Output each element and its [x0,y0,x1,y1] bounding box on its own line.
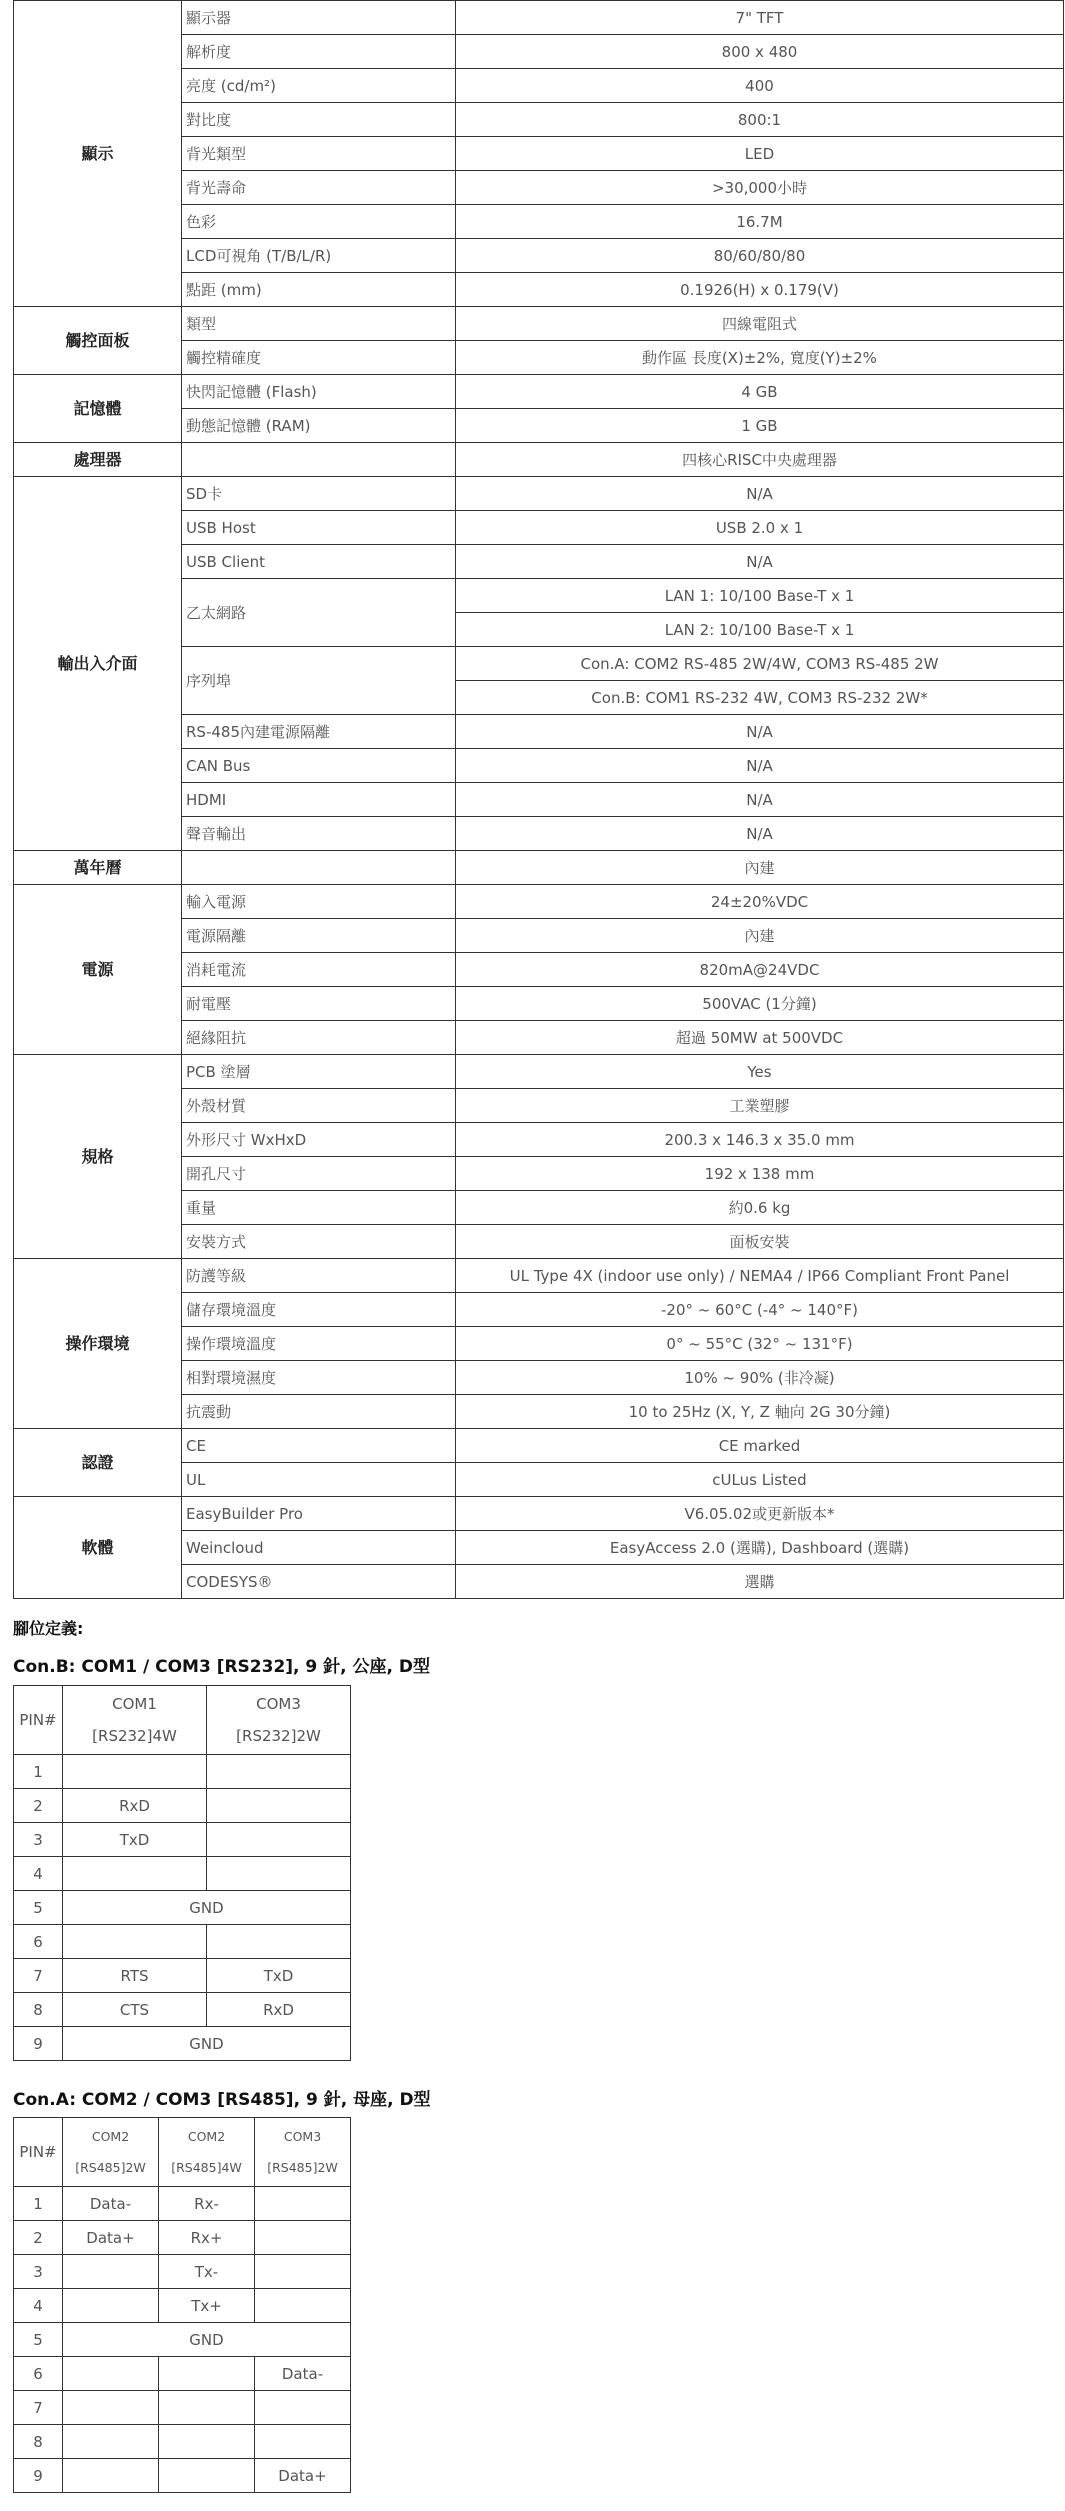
table-row [14,1959,351,1993]
spec-name: 點距 (mm) [182,273,456,307]
spec-value: 80/60/80/80 [456,239,1064,273]
spec-value: 24±20%VDC [456,885,1064,919]
spec-name: 消耗電流 [182,953,456,987]
spec-name: 重量 [182,1191,456,1225]
pin-cell [207,1823,351,1857]
column-header-com1 [63,1686,207,1755]
spec-name: 動態記憶體 (RAM) [182,409,456,443]
spec-value: LED [456,137,1064,171]
pin-header: PIN# [14,2118,63,2187]
spec-value: USB 2.0 x 1 [456,511,1064,545]
spec-name: 對比度 [182,103,456,137]
spec-value: 500VAC (1分鐘) [456,987,1064,1021]
pin-cell [255,2221,351,2255]
spec-value: N/A [456,749,1064,783]
spec-value: 內建 [456,919,1064,953]
pin-number: 8 [14,1993,63,2027]
pin-number: 3 [14,2255,63,2289]
con-a-pin-table [13,2117,351,2493]
spec-name: 快閃記憶體 (Flash) [182,375,456,409]
spec-name: RS-485內建電源隔離 [182,715,456,749]
table-row [14,1857,351,1891]
table-row [14,1823,351,1857]
table-row [14,1925,351,1959]
pin-cell [63,2357,159,2391]
spec-value: CE marked [456,1429,1064,1463]
category-display: 顯示 [14,1,182,307]
spec-name: 耐電壓 [182,987,456,1021]
spec-name: 背光類型 [182,137,456,171]
pin-cell [207,1789,351,1823]
table-header-row [14,1686,351,1755]
spec-value: 10 to 25Hz (X, Y, Z 軸向 2G 30分鐘) [456,1395,1064,1429]
pin-number: 4 [14,1857,63,1891]
spec-name: 儲存環境溫度 [182,1293,456,1327]
spec-value: 400 [456,69,1064,103]
category-spec: 規格 [14,1055,182,1259]
spec-name: 抗震動 [182,1395,456,1429]
pin-cell [255,2391,351,2425]
spec-name: HDMI [182,783,456,817]
spec-name: 序列埠 [182,647,456,715]
spec-name: USB Host [182,511,456,545]
pin-number: 3 [14,1823,63,1857]
spec-row [14,307,1064,341]
pin-cell: CTS [63,1993,207,2027]
spec-name: 顯示器 [182,1,456,35]
pin-cell [255,2255,351,2289]
spec-value: 16.7M [456,205,1064,239]
pin-cell: RxD [207,1993,351,2027]
pin-number: 9 [14,2459,63,2493]
category-software: 軟體 [14,1497,182,1599]
spec-name: SD卡 [182,477,456,511]
spec-value: 200.3 x 146.3 x 35.0 mm [456,1123,1064,1157]
pin-cell [207,1857,351,1891]
pin-cell [255,2187,351,2221]
category-cert: 認證 [14,1429,182,1497]
spec-row [14,443,1064,477]
spec-name: 防護等級 [182,1259,456,1293]
spec-value: N/A [456,477,1064,511]
pin-cell-gnd: GND [63,2323,351,2357]
pin-number: 5 [14,1891,63,1925]
pin-cell-gnd: GND [63,2027,351,2061]
spec-name: 外殼材質 [182,1089,456,1123]
pin-cell [255,2289,351,2323]
spec-value: 0.1926(H) x 0.179(V) [456,273,1064,307]
pin-cell: Rx+ [159,2221,255,2255]
spec-value: LAN 2: 10/100 Base-T x 1 [456,613,1064,647]
spec-row [14,1055,1064,1089]
con-b-title: Con.B: COM1 / COM3 [RS232], 9 針, 公座, D型 [13,1657,431,1677]
header-line: [RS232]4W [92,1727,177,1745]
spec-value: 0° ~ 55°C (32° ~ 131°F) [456,1327,1064,1361]
con-a-title: Con.A: COM2 / COM3 [RS485], 9 針, 母座, D型 [13,2090,431,2110]
spec-name-empty [182,851,456,885]
spec-value: 10% ~ 90% (非冷凝) [456,1361,1064,1395]
spec-name: LCD可視角 (T/B/L/R) [182,239,456,273]
header-line: COM3 [256,1695,301,1713]
table-row [14,2289,351,2323]
category-environment: 操作環境 [14,1259,182,1429]
spec-name: PCB 塗層 [182,1055,456,1089]
spec-name: USB Client [182,545,456,579]
spec-name: 背光壽命 [182,171,456,205]
pin-cell [207,1925,351,1959]
table-row [14,2425,351,2459]
spec-value: LAN 1: 10/100 Base-T x 1 [456,579,1064,613]
pin-number: 1 [14,1755,63,1789]
table-row [14,1755,351,1789]
pin-cell [255,2425,351,2459]
category-rtc: 萬年曆 [14,851,182,885]
spec-value: -20° ~ 60°C (-4° ~ 140°F) [456,1293,1064,1327]
spec-value: 4 GB [456,375,1064,409]
table-row [14,2357,351,2391]
pin-cell [159,2357,255,2391]
pin-number: 8 [14,2425,63,2459]
pin-cell [63,2459,159,2493]
spec-value: N/A [456,783,1064,817]
pin-cell: Rx- [159,2187,255,2221]
spec-name: 聲音輸出 [182,817,456,851]
table-row [14,1993,351,2027]
pin-cell: RTS [63,1959,207,1993]
spec-name: UL [182,1463,456,1497]
category-touch: 觸控面板 [14,307,182,375]
spec-name: 絕緣阻抗 [182,1021,456,1055]
spec-name: CODESYS® [182,1565,456,1599]
pin-number: 9 [14,2027,63,2061]
header-line: [RS485]4W [171,2160,242,2175]
spec-name: CE [182,1429,456,1463]
category-memory: 記憶體 [14,375,182,443]
spec-value: EasyAccess 2.0 (選購), Dashboard (選購) [456,1531,1064,1565]
header-line: COM2 [187,2129,226,2144]
spec-name: 相對環境濕度 [182,1361,456,1395]
spec-value: 約0.6 kg [456,1191,1064,1225]
column-header-com2-2w [63,2118,159,2187]
spec-value: 192 x 138 mm [456,1157,1064,1191]
spec-row [14,1497,1064,1531]
header-line: [RS485]2W [75,2160,146,2175]
spec-value: Yes [456,1055,1064,1089]
header-line: COM2 [91,2129,130,2144]
pin-definition-title: 腳位定義: [13,1619,84,1638]
spec-value: 超過 50MW at 500VDC [456,1021,1064,1055]
pin-number: 6 [14,1925,63,1959]
spec-value: 內建 [456,851,1064,885]
pin-number: 4 [14,2289,63,2323]
category-io: 輸出入介面 [14,477,182,851]
pin-cell [159,2425,255,2459]
table-row [14,2323,351,2357]
category-power: 電源 [14,885,182,1055]
spec-name: 解析度 [182,35,456,69]
pin-cell-gnd: GND [63,1891,351,1925]
spec-name: 外形尺寸 WxHxD [182,1123,456,1157]
pin-cell [63,2425,159,2459]
spec-name: 色彩 [182,205,456,239]
spec-name-empty [182,443,456,477]
table-header-row [14,2118,351,2187]
spec-row [14,1259,1064,1293]
pin-cell [159,2459,255,2493]
pin-cell [63,1755,207,1789]
header-line: [RS485]2W [267,2160,338,2175]
spec-name: 安裝方式 [182,1225,456,1259]
spec-row [14,375,1064,409]
header-line: COM3 [283,2129,322,2144]
table-row [14,2459,351,2493]
spec-value: Con.A: COM2 RS-485 2W/4W, COM3 RS-485 2W [456,647,1064,681]
spec-value: N/A [456,715,1064,749]
spec-value: 選購 [456,1565,1064,1599]
header-line: COM1 [112,1695,157,1713]
column-header-com3-2w [255,2118,351,2187]
spec-row [14,1429,1064,1463]
pin-number: 6 [14,2357,63,2391]
pin-cell: Tx+ [159,2289,255,2323]
pin-cell: TxD [207,1959,351,1993]
spec-value: 800 x 480 [456,35,1064,69]
spec-value: 800:1 [456,103,1064,137]
pin-number: 7 [14,2391,63,2425]
spec-value: UL Type 4X (indoor use only) / NEMA4 / IP66 Compliant Front Panel [456,1259,1064,1293]
spec-value: 四核心RISC中央處理器 [456,443,1064,477]
table-row [14,2255,351,2289]
pin-cell [159,2391,255,2425]
spec-name: 類型 [182,307,456,341]
pin-cell [63,2391,159,2425]
spec-value: N/A [456,545,1064,579]
pin-number: 2 [14,2221,63,2255]
pin-number: 7 [14,1959,63,1993]
table-row [14,1891,351,1925]
table-row [14,2027,351,2061]
spec-name: Weincloud [182,1531,456,1565]
pin-header: PIN# [14,1686,63,1755]
spec-row [14,851,1064,885]
spec-table [13,0,1064,1599]
spec-value: 7" TFT [456,1,1064,35]
spec-name: 亮度 (cd/m²) [182,69,456,103]
spec-row [14,477,1064,511]
pin-cell [63,1925,207,1959]
pin-number: 1 [14,2187,63,2221]
spec-value: >30,000小時 [456,171,1064,205]
pin-number: 5 [14,2323,63,2357]
pin-cell: TxD [63,1823,207,1857]
con-b-pin-table [13,1685,351,2061]
spec-value: 四線電阻式 [456,307,1064,341]
spec-value: 面板安裝 [456,1225,1064,1259]
spec-value: 820mA@24VDC [456,953,1064,987]
table-row [14,2187,351,2221]
spec-value: 工業塑膠 [456,1089,1064,1123]
header-line: [RS232]2W [236,1727,321,1745]
spec-value: Con.B: COM1 RS-232 4W, COM3 RS-232 2W* [456,681,1064,715]
pin-cell [63,2289,159,2323]
spec-name: EasyBuilder Pro [182,1497,456,1531]
category-processor: 處理器 [14,443,182,477]
spec-value: 1 GB [456,409,1064,443]
table-row [14,2391,351,2425]
column-header-com2-4w [159,2118,255,2187]
pin-cell: Data- [255,2357,351,2391]
table-row [14,2221,351,2255]
spec-name: 操作環境溫度 [182,1327,456,1361]
spec-value: 動作區 長度(X)±2%, 寬度(Y)±2% [456,341,1064,375]
spec-name: 觸控精確度 [182,341,456,375]
pin-cell [63,2255,159,2289]
column-header-com3 [207,1686,351,1755]
table-row [14,1789,351,1823]
spec-name: CAN Bus [182,749,456,783]
spec-row [14,885,1064,919]
spec-name: 乙太網路 [182,579,456,647]
pin-cell [63,1857,207,1891]
spec-name: 開孔尺寸 [182,1157,456,1191]
spec-value: V6.05.02或更新版本* [456,1497,1064,1531]
spec-name: 電源隔離 [182,919,456,953]
spec-name: 輸入電源 [182,885,456,919]
pin-cell: RxD [63,1789,207,1823]
spec-value: cULus Listed [456,1463,1064,1497]
pin-cell: Data+ [255,2459,351,2493]
pin-cell: Tx- [159,2255,255,2289]
spec-value: N/A [456,817,1064,851]
pin-number: 2 [14,1789,63,1823]
pin-cell: Data+ [63,2221,159,2255]
pin-cell: Data- [63,2187,159,2221]
pin-cell [207,1755,351,1789]
spec-row [14,1,1064,35]
